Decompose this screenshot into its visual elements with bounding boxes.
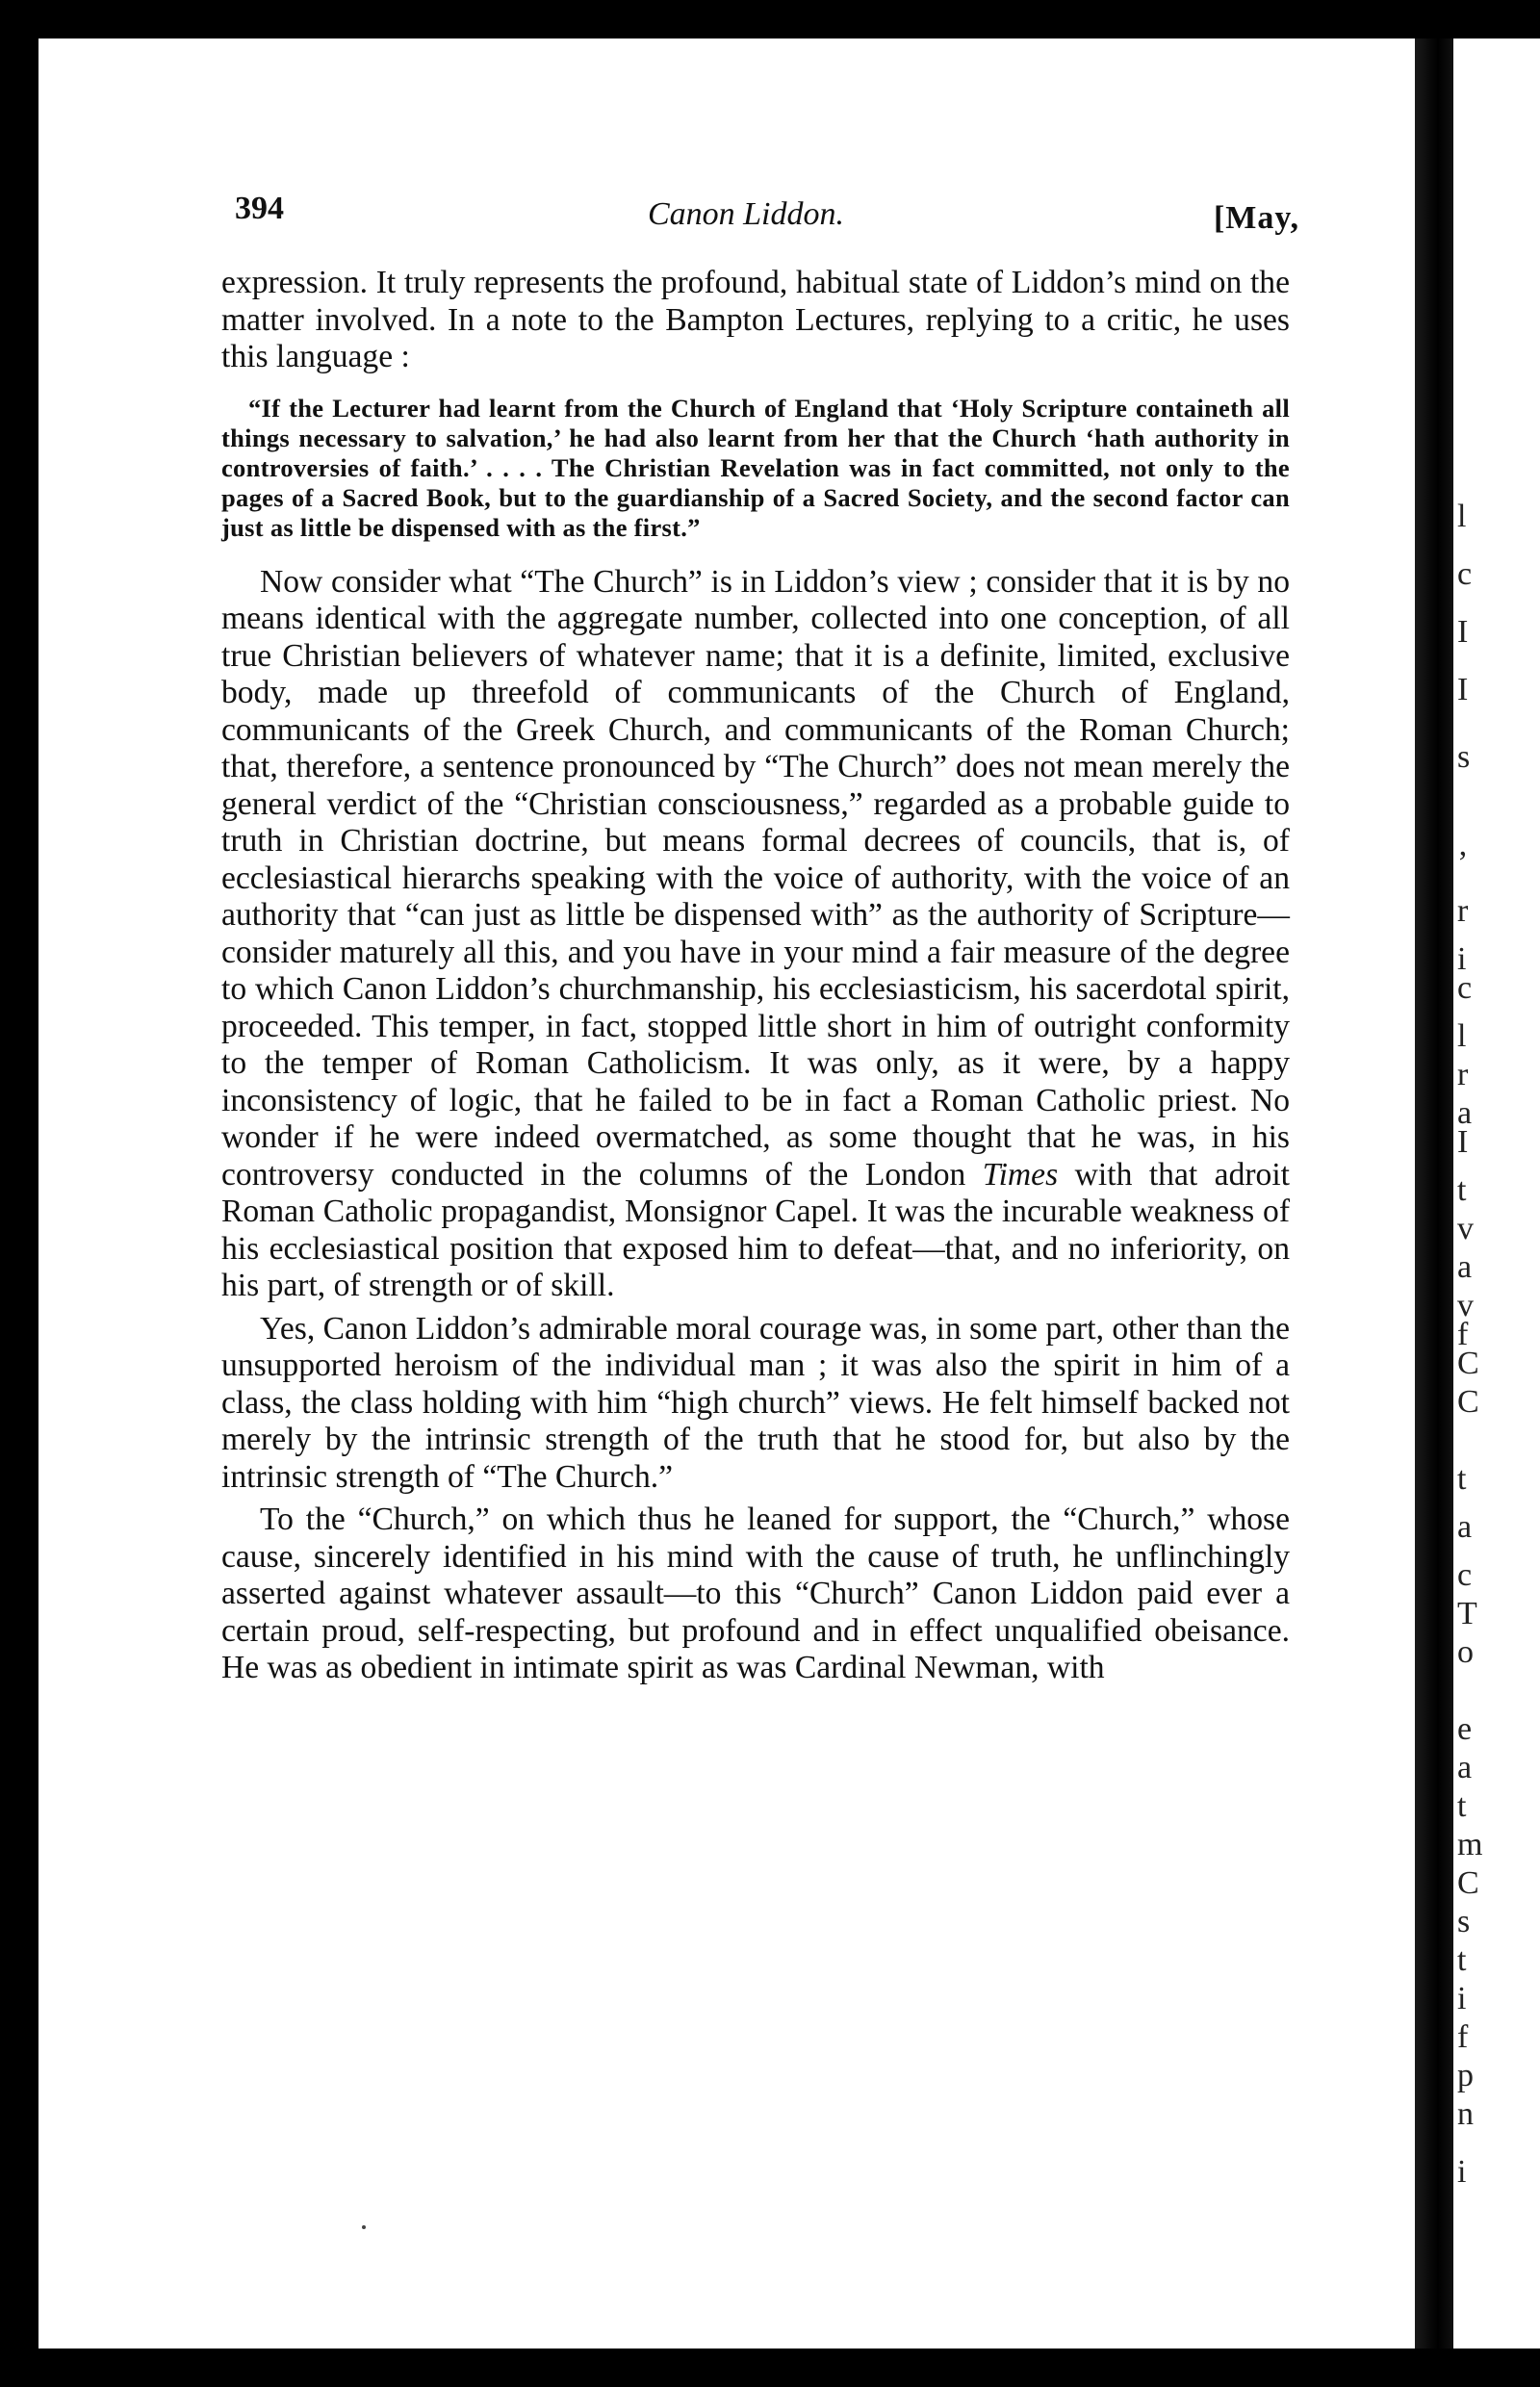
facing-page-fragment: f xyxy=(1457,1317,1469,1352)
facing-page-fragment: l xyxy=(1457,499,1467,534)
facing-page-fragment: c xyxy=(1457,556,1473,592)
facing-page-edge xyxy=(1453,38,1540,2348)
paragraph-2-text: Now consider what “The Church” is in Liddon’s view ; consider that it is by no means identical with the aggregate number, collected into one conception, of all true Christian believers of whatever name; that it is a definite, limited, exclusive body, made up threefold of communicants of the Church of England, communicants of the Greek Church, and communicants of the Roman Church; that, therefore, a sentence pronounced by “The Church” does not mean merely the general verdict of the “Christian consciousness,” regarded as a probable guide to truth in Christian doctrine, but means formal decrees of councils, that is, of ecclesiastical hierarchs speaking with the voice of authority, with the voice of an authority that “can just as little be dispensed with” as the authority of Scripture—consider maturely all this, and you have in your mind a fair measure of the degree to which Canon Liddon’s churchmanship, his ecclesiasticism, his sacerdotal spirit, proceeded. This temper, in fact, stopped little short in him of outright conformity to the temper of Roman Catholicism. It was only, as it were, by a happy inconsistency of logic, that he failed to be in fact a Roman Catholic priest. No wonder if he were indeed overmatched, as some thought that he was, in his controversy conducted in the columns of the London xyxy=(221,563,1290,1193)
facing-page-fragment: c xyxy=(1457,970,1473,1006)
facing-page-fragment: i xyxy=(1457,1981,1467,2016)
facing-page-fragment: v xyxy=(1457,1288,1474,1323)
facing-page-fragment: e xyxy=(1457,1711,1473,1747)
facing-page-fragment: I xyxy=(1457,672,1469,707)
facing-page-fragment: p xyxy=(1457,2058,1474,2093)
paragraph-3: Yes, Canon Liddon’s admirable moral courage was, in some part, other than the unsupported heroism of the individual man ; it was also the spirit in him of a class, the class holding with him “high church” views. He felt himself backed not merely by the intrinsic strength of the truth that he stood for, but also by the intrinsic strength of “The Church.” xyxy=(221,1310,1290,1495)
facing-page-fragment: t xyxy=(1457,1788,1467,1824)
times-italic: Times xyxy=(982,1156,1059,1193)
facing-page-fragment: r xyxy=(1457,1057,1469,1092)
running-title: Canon Liddon. xyxy=(647,196,845,232)
facing-page-fragment: a xyxy=(1457,1249,1473,1285)
facing-page-fragment: I xyxy=(1457,1124,1469,1160)
paragraph-1: expression. It truly represents the profound, habitual state of Liddon’s mind on the matter involved. In a note to the Bampton Lectures, replying to a critic, he uses this language : xyxy=(221,265,1290,374)
facing-page-fragment: C xyxy=(1457,1384,1479,1420)
facing-page-fragment: l xyxy=(1457,1018,1467,1054)
block-quote xyxy=(221,394,1290,543)
facing-page-fragment: i xyxy=(1457,941,1467,977)
facing-page-fragment: n xyxy=(1457,2096,1474,2132)
quote-text: “If the Lecturer had learnt from the Church of England that ‘Holy Scripture containeth all things necessary to salvation,’ he had also learnt from her that the Church ‘hath authority in controversies of faith.’ . . . . The Christian Revelation was in fact committed, not only to the pages of a Sacred Book, but to the guardianship of a Sacred Society, and the second factor can just as little be dispensed with as the first.” xyxy=(221,393,1290,542)
paragraph-2-end: with that adroit Roman Catholic propagandist, Monsignor Capel. It was the incurable weakness of his ecclesiastical position that exposed him to defeat—that, and no inferiority, on his part, of strength or of skill. xyxy=(221,1156,1290,1303)
facing-page-fragment: I xyxy=(1457,614,1469,650)
facing-page-fragment: f xyxy=(1457,2019,1469,2055)
paragraph-4: To the “Church,” on which thus he leaned for support, the “Church,” whose cause, sincerely identified in his mind with the cause of truth, he unflinchingly asserted against whatever assault—to this “Church” Canon Liddon paid ever a certain proud, self-respecting, but profound and in effect unqualified obeisance. He was as obedient in intimate spirit as was Cardinal Newman, with xyxy=(221,1502,1290,1685)
running-header xyxy=(192,191,1299,248)
facing-page-fragment: t xyxy=(1457,1172,1467,1208)
facing-page-fragment: a xyxy=(1457,1750,1473,1785)
facing-page-fragment: a xyxy=(1457,1095,1473,1131)
facing-page-fragment: C xyxy=(1457,1346,1479,1381)
facing-page-fragment: v xyxy=(1457,1211,1474,1246)
body-text xyxy=(221,265,1290,1687)
facing-page-fragment: r xyxy=(1457,893,1469,929)
paragraph-2 xyxy=(221,564,1290,1305)
facing-page-fragment: o xyxy=(1457,1634,1474,1670)
page-number: 394 xyxy=(235,191,284,226)
facing-page-fragment: a xyxy=(1457,1509,1473,1545)
running-month: [May, xyxy=(1213,200,1299,236)
facing-page-fragment: m xyxy=(1457,1827,1483,1862)
facing-page-fragment: i xyxy=(1457,2154,1467,2190)
facing-page-fragment: s xyxy=(1457,1904,1471,1939)
facing-page-fragment: c xyxy=(1457,1557,1473,1593)
facing-page-fragment: t xyxy=(1457,1461,1467,1497)
print-speck xyxy=(362,2225,366,2229)
facing-page-fragment: s xyxy=(1457,739,1471,775)
facing-page-fragment: C xyxy=(1457,1865,1479,1901)
facing-page-fragment: ’ xyxy=(1457,845,1469,881)
facing-page-fragment: t xyxy=(1457,1942,1467,1978)
facing-page-fragment: T xyxy=(1457,1596,1477,1631)
book-gutter xyxy=(1415,38,1453,2348)
